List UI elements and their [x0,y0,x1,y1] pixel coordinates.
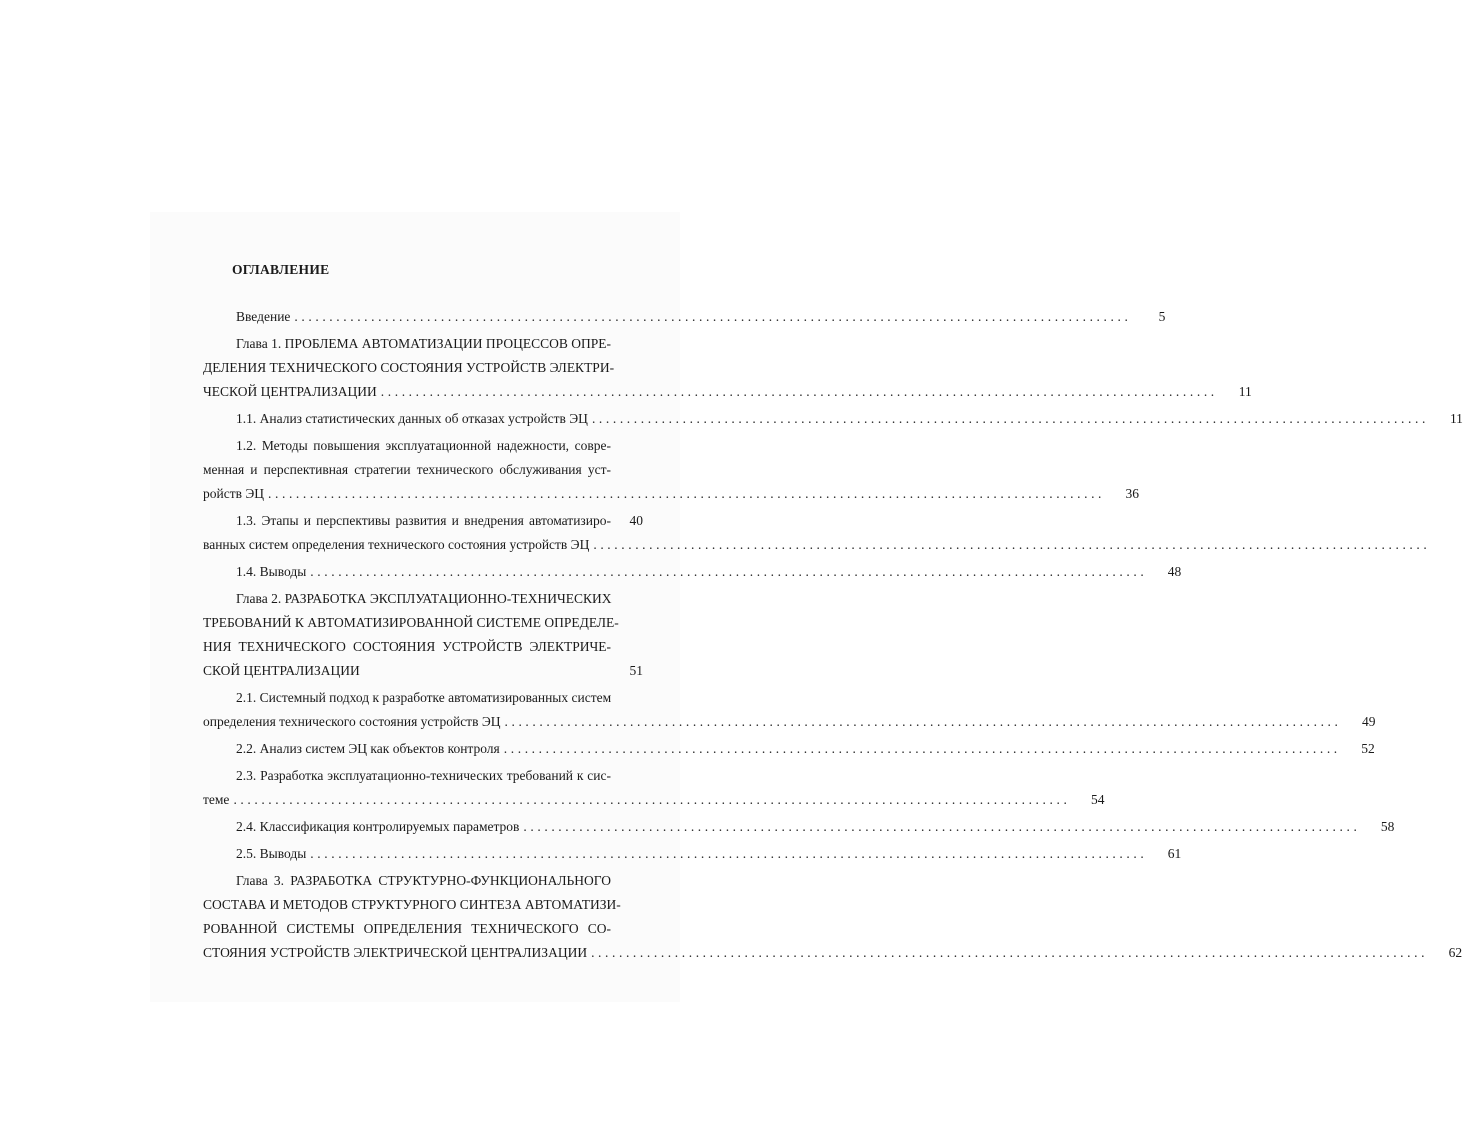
toc-entry-line: СОСТАВА И МЕТОДОВ СТРУКТУРНОГО СИНТЕЗА АВТОМАТИЗИ- [203,897,621,912]
toc-entry-line [203,788,1105,812]
toc-page-number: 54 [1090,792,1105,807]
toc-entry-line [203,407,1463,431]
toc-page-number: 11 [1449,411,1463,426]
dot-leader: ........................................................................................................................ [523,819,1361,834]
toc-entry-text: ройств ЭЦ [203,486,265,501]
toc-page-number: 36 [1125,486,1140,501]
dot-leader: ........................................................................................................................ [591,411,1429,426]
toc-entry-text: 2.2. Анализ систем ЭЦ как объектов контроля [236,741,500,756]
toc-entry [203,587,643,683]
toc-entry-text: 1.1. Анализ статистических данных об отказах устройств ЭЦ [236,411,588,426]
dot-leader: ........................................................................................................................ [310,846,1148,861]
toc-entry-text: 2.4. Классификация контролируемых параметров [236,819,520,834]
toc-title: ОГЛАВЛЕНИЕ [232,262,330,277]
dot-leader: ........................................................................................................................ [591,945,1429,960]
toc-entry [203,434,1140,506]
toc-entry [203,305,1166,329]
toc-entry-line [203,941,1463,965]
toc-entry-text: СТОЯНИЯ УСТРОЙСТВ ЭЛЕКТРИЧЕСКОЙ ЦЕНТРАЛИЗАЦИИ [203,945,588,960]
toc-entry-line: РОВАННОЙ СИСТЕМЫ ОПРЕДЕЛЕНИЯ ТЕХНИЧЕСКОГО СО- [203,921,611,936]
toc-entry-line: 1.3. Этапы и перспективы развития и внедрения автоматизиро- [236,513,611,528]
toc-page-number: 61 [1167,846,1182,861]
toc-entry-text: ванных систем определения технического состояния устройств ЭЦ [203,537,590,552]
toc-entry-line: Глава 1. ПРОБЛЕМА АВТОМАТИЗАЦИИ ПРОЦЕССОВ ОПРЕ- [236,336,611,351]
toc-entry [203,869,1463,965]
dot-leader: ........................................................................................................................ [233,792,1071,807]
toc-entry-line [203,560,1182,584]
toc-entry-line [203,380,1252,404]
dot-leader: ........................................................................................................................ [380,384,1218,399]
toc-entry-line: 1.2. Методы повышения эксплуатационной надежности, совре- [236,438,611,453]
toc-entry-text: теме [203,792,230,807]
dot-leader: ........................................................................................................................ [504,714,1342,729]
toc-entry-line: ДЕЛЕНИЯ ТЕХНИЧЕСКОГО СОСТОЯНИЯ УСТРОЙСТВ ЭЛЕКТРИ- [203,360,615,375]
dot-leader: ........................................................................................................................ [268,486,1106,501]
toc-entry-line [203,305,1166,329]
toc-entry-line [203,815,1395,839]
toc-entry-line: НИЯ ТЕХНИЧЕСКОГО СОСТОЯНИЯ УСТРОЙСТВ ЭЛЕКТРИЧЕ- [203,639,611,654]
toc-entry [203,737,1375,761]
toc-page-number: 40 [629,513,643,528]
toc-entry-line: Глава 2. РАЗРАБОТКА ЭКСПЛУАТАЦИОННО-ТЕХНИЧЕСКИХ [236,591,612,606]
toc-entry-line [203,533,1431,557]
toc-page-number: 62 [1448,945,1463,960]
toc-entry-line: 2.1. Системный подход к разработке автоматизированных систем [236,690,612,705]
toc-entry-text: Введение [236,309,291,324]
toc-entry-line: ТРЕБОВАНИЙ К АВТОМАТИЗИРОВАННОЙ СИСТЕМЕ ОПРЕДЕЛЕ- [203,615,619,630]
table-of-contents [203,305,1463,968]
toc-entry-line [203,737,1375,761]
toc-entry-line: Глава 3. РАЗРАБОТКА СТРУКТУРНО-ФУНКЦИОНАЛЬНОГО [236,873,611,888]
toc-entry [203,686,1376,734]
toc-entry-text: 1.4. Выводы [236,564,307,579]
toc-entry-line [203,842,1182,866]
toc-page-number: 49 [1362,714,1376,729]
toc-entry [203,842,1182,866]
toc-entry-line [203,482,1140,506]
toc-page-number: 5 [1158,309,1166,324]
dot-leader: ........................................................................................................................ [294,309,1132,324]
toc-entry-line [203,659,643,683]
dot-leader: ........................................................................................................................ [593,537,1431,552]
toc-entry-text: СКОЙ ЦЕНТРАЛИЗАЦИИ [203,663,360,678]
toc-page-number: 58 [1380,819,1395,834]
toc-page-number: 48 [1167,564,1182,579]
toc-entry [203,764,1105,812]
toc-entry-text: определения технического состояния устройств ЭЦ [203,714,501,729]
toc-entry [203,407,1463,431]
dot-leader: ........................................................................................................................ [310,564,1148,579]
toc-page-number: 11 [1238,384,1252,399]
toc-entry [203,560,1182,584]
toc-entry [203,509,1431,557]
toc-entry [203,815,1395,839]
toc-entry-text: 2.5. Выводы [236,846,307,861]
toc-entry-line [203,710,1376,734]
toc-entry [203,332,1252,404]
toc-entry-line: менная и перспективная стратегии технического обслуживания уст- [203,462,611,477]
toc-page-number: 51 [629,663,643,678]
toc-entry-line: 2.3. Разработка эксплуатационно-технических требований к сис- [236,768,611,783]
toc-page-number: 52 [1361,741,1375,756]
toc-entry-text: ЧЕСКОЙ ЦЕНТРАЛИЗАЦИИ [203,384,377,399]
dot-leader: ........................................................................................................................ [503,741,1341,756]
